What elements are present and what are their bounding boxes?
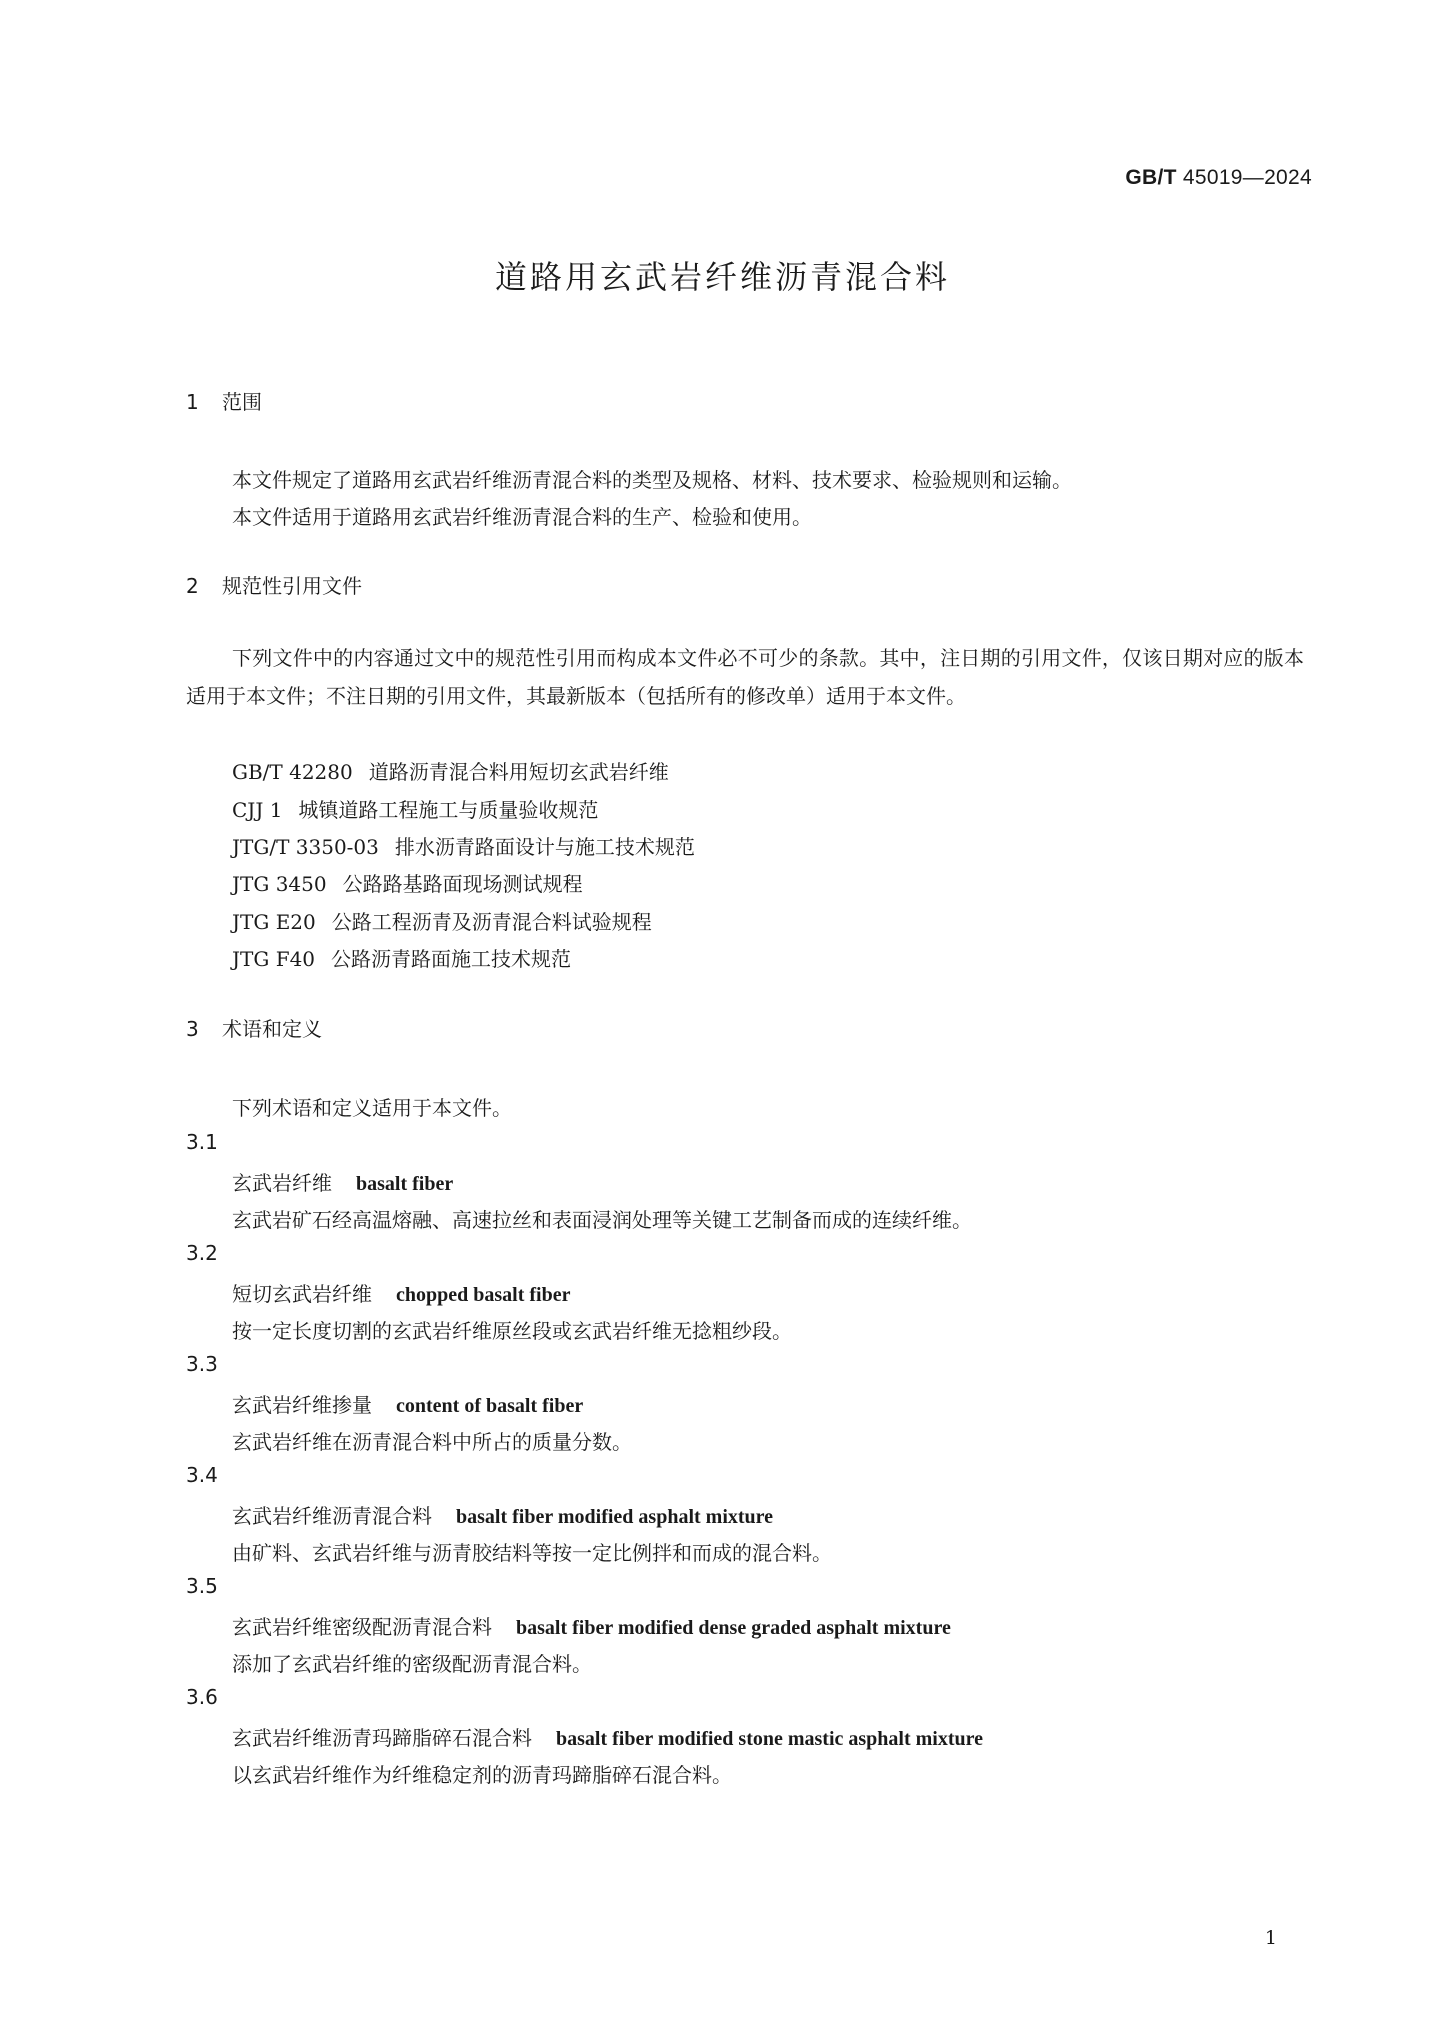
term-chinese: 玄武岩纤维 <box>232 1171 332 1195</box>
section-3-heading <box>186 1013 322 1042</box>
reference-item <box>232 794 598 823</box>
reference-name: 公路工程沥青及沥青混合料试验规程 <box>331 910 652 934</box>
reference-code: JTG E20 <box>232 910 316 934</box>
section-2-heading <box>186 570 362 599</box>
clause-number: 3.5 <box>186 1574 218 1598</box>
reference-code: JTG/T 3350-03 <box>232 835 379 859</box>
term-chinese: 玄武岩纤维掺量 <box>232 1393 372 1417</box>
clause-number: 3.3 <box>186 1352 218 1376</box>
term-entry <box>232 1167 453 1196</box>
term-entry <box>232 1611 951 1640</box>
terms-intro: 下列术语和定义适用于本文件。 <box>232 1096 512 1120</box>
term-chinese: 玄武岩纤维沥青玛蹄脂碎石混合料 <box>232 1726 532 1750</box>
term-entry <box>232 1500 773 1529</box>
term-definition: 添加了玄武岩纤维的密级配沥青混合料。 <box>232 1652 592 1676</box>
references-intro: 下列文件中的内容通过文中的规范性引用而构成本文件必不可少的条款。其中，注日期的引用文件，仅该日期对应的版本适用于本文件；不注日期的引用文件，其最新版本（包括所有的修改单）适用于本文件。 <box>186 646 1304 708</box>
reference-name: 排水沥青路面设计与施工技术规范 <box>394 835 695 859</box>
reference-name: 道路沥青混合料用短切玄武岩纤维 <box>368 760 669 784</box>
reference-code: JTG 3450 <box>232 872 327 896</box>
term-definition: 按一定长度切割的玄武岩纤维原丝段或玄武岩纤维无捻粗纱段。 <box>232 1319 792 1343</box>
reference-code: CJJ 1 <box>232 798 283 822</box>
standard-prefix: GB/T <box>1125 166 1177 189</box>
reference-item <box>232 831 695 860</box>
page-number: 1 <box>1264 1927 1277 1949</box>
section-title: 范围 <box>222 390 262 414</box>
clause-number: 3.6 <box>186 1685 218 1709</box>
term-entry <box>232 1722 983 1751</box>
reference-name: 公路沥青路面施工技术规范 <box>331 947 572 971</box>
term-chinese: 短切玄武岩纤维 <box>232 1282 372 1306</box>
document-title: 道路用玄武岩纤维沥青混合料 <box>494 258 950 296</box>
term-definition: 由矿料、玄武岩纤维与沥青胶结料等按一定比例拌和而成的混合料。 <box>232 1541 832 1565</box>
reference-item <box>232 868 583 897</box>
term-english: basalt fiber modified asphalt mixture <box>456 1506 774 1528</box>
section-number: 2 <box>186 574 199 598</box>
term-english: basalt fiber modified stone mastic asphalt mixture <box>556 1728 984 1750</box>
reference-name: 城镇道路工程施工与质量验收规范 <box>298 798 599 822</box>
standard-number <box>1125 166 1312 190</box>
term-english: basalt fiber modified dense graded asphalt mixture <box>516 1617 951 1639</box>
term-definition: 玄武岩矿石经高温熔融、高速拉丝和表面浸润处理等关键工艺制备而成的连续纤维。 <box>232 1208 972 1232</box>
section-title: 规范性引用文件 <box>222 574 362 598</box>
reference-item <box>232 906 652 935</box>
term-entry <box>232 1278 570 1307</box>
term-english: chopped basalt fiber <box>396 1284 571 1306</box>
clause-number: 3.1 <box>186 1130 218 1154</box>
term-entry <box>232 1389 583 1418</box>
reference-item <box>232 943 571 972</box>
term-chinese: 玄武岩纤维沥青混合料 <box>232 1504 432 1528</box>
section-number: 3 <box>186 1017 199 1041</box>
reference-name: 公路路基路面现场测试规程 <box>342 872 583 896</box>
standard-number-value: 45019—2024 <box>1176 166 1312 189</box>
clause-number: 3.2 <box>186 1241 218 1265</box>
term-definition: 以玄武岩纤维作为纤维稳定剂的沥青玛蹄脂碎石混合料。 <box>232 1763 732 1787</box>
reference-code: JTG F40 <box>232 947 316 971</box>
section-1-heading <box>186 386 262 415</box>
section-number: 1 <box>186 390 199 414</box>
term-chinese: 玄武岩纤维密级配沥青混合料 <box>232 1615 492 1639</box>
term-english: content of basalt fiber <box>396 1395 584 1417</box>
term-definition: 玄武岩纤维在沥青混合料中所占的质量分数。 <box>232 1430 632 1454</box>
term-english: basalt fiber <box>356 1173 454 1195</box>
reference-code: GB/T 42280 <box>232 760 353 784</box>
clause-number: 3.4 <box>186 1463 218 1487</box>
section-title: 术语和定义 <box>222 1017 322 1041</box>
reference-item <box>232 756 669 785</box>
paragraph: 本文件适用于道路用玄武岩纤维沥青混合料的生产、检验和使用。 <box>232 505 812 529</box>
paragraph: 本文件规定了道路用玄武岩纤维沥青混合料的类型及规格、材料、技术要求、检验规则和运输。 <box>232 468 1072 492</box>
